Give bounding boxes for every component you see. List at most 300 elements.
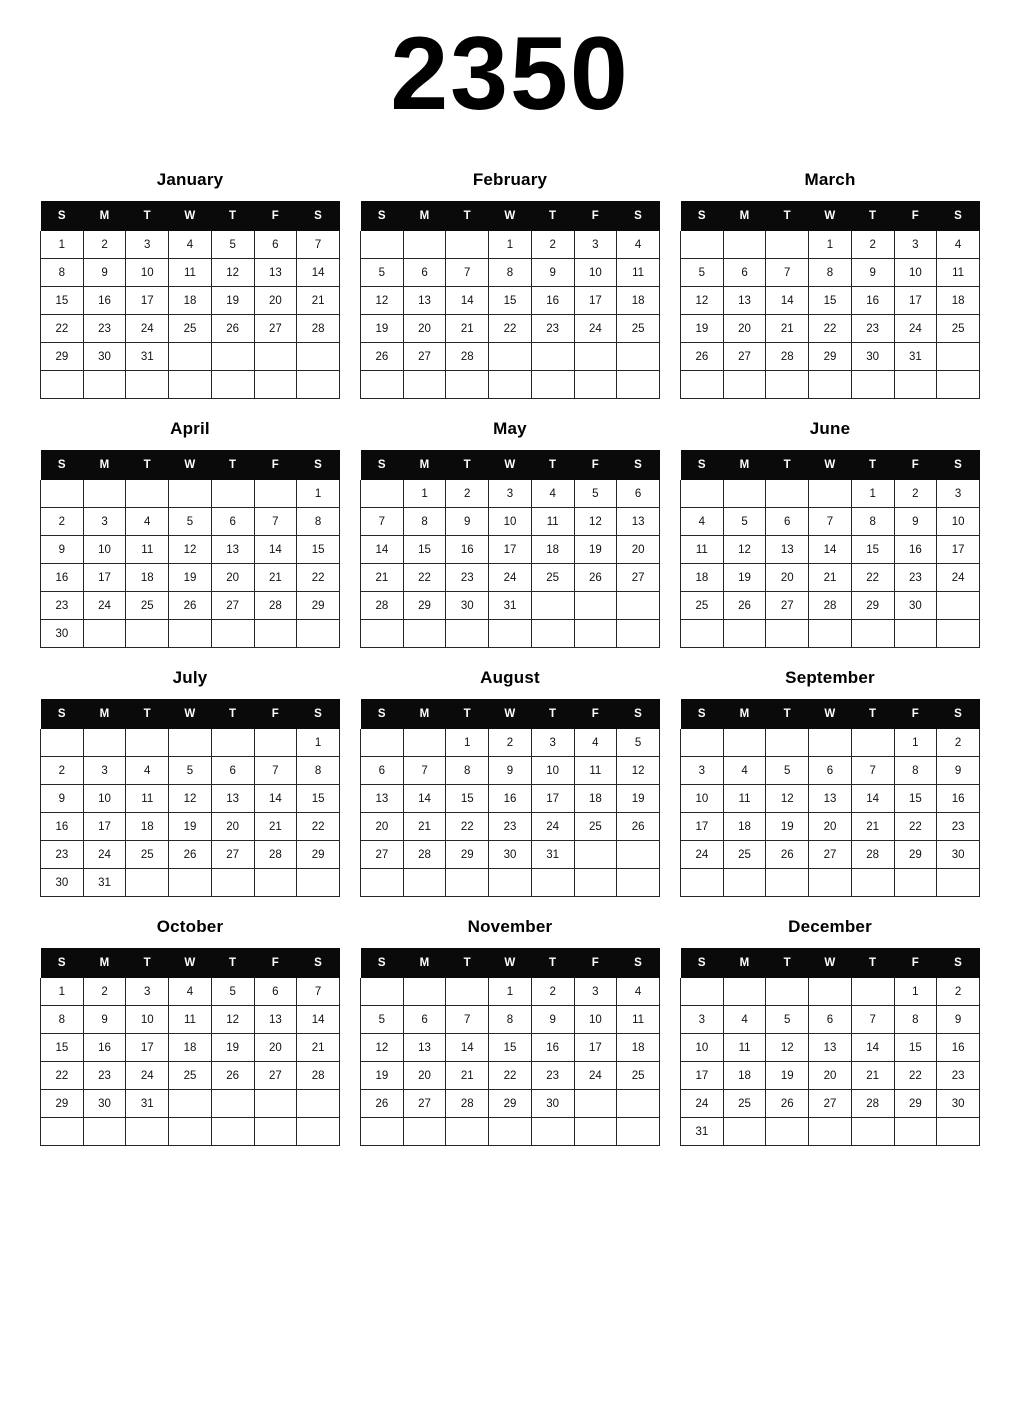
day-cell[interactable]: 1 (41, 231, 84, 259)
day-cell[interactable]: 12 (361, 1034, 404, 1062)
day-cell[interactable]: 7 (297, 978, 340, 1006)
day-cell[interactable]: 25 (531, 564, 574, 592)
day-cell[interactable]: 17 (489, 536, 532, 564)
day-cell[interactable]: 5 (617, 729, 660, 757)
day-cell[interactable]: 19 (169, 813, 212, 841)
day-cell[interactable]: 23 (83, 315, 126, 343)
day-cell[interactable]: 11 (617, 259, 660, 287)
day-cell[interactable]: 27 (254, 1062, 297, 1090)
day-cell[interactable]: 15 (894, 1034, 937, 1062)
day-cell[interactable]: 8 (446, 757, 489, 785)
day-cell[interactable]: 15 (851, 536, 894, 564)
day-cell[interactable]: 31 (894, 343, 937, 371)
day-cell[interactable]: 28 (403, 841, 446, 869)
day-cell[interactable]: 10 (531, 757, 574, 785)
day-cell[interactable]: 7 (297, 231, 340, 259)
day-cell[interactable]: 8 (894, 757, 937, 785)
day-cell[interactable]: 16 (937, 1034, 980, 1062)
day-cell[interactable]: 1 (489, 978, 532, 1006)
day-cell[interactable]: 15 (894, 785, 937, 813)
day-cell[interactable]: 25 (574, 813, 617, 841)
day-cell[interactable]: 9 (531, 259, 574, 287)
day-cell[interactable]: 18 (723, 1062, 766, 1090)
day-cell[interactable]: 21 (297, 1034, 340, 1062)
day-cell[interactable]: 26 (723, 592, 766, 620)
day-cell[interactable]: 19 (211, 1034, 254, 1062)
day-cell[interactable]: 24 (126, 1062, 169, 1090)
day-cell[interactable]: 9 (937, 1006, 980, 1034)
day-cell[interactable]: 20 (211, 564, 254, 592)
day-cell[interactable]: 27 (211, 592, 254, 620)
day-cell[interactable]: 18 (617, 1034, 660, 1062)
day-cell[interactable]: 30 (41, 620, 84, 648)
day-cell[interactable]: 12 (169, 536, 212, 564)
day-cell[interactable]: 29 (894, 841, 937, 869)
day-cell[interactable]: 3 (83, 757, 126, 785)
day-cell[interactable]: 1 (851, 480, 894, 508)
day-cell[interactable]: 23 (851, 315, 894, 343)
day-cell[interactable]: 12 (766, 785, 809, 813)
day-cell[interactable]: 20 (254, 1034, 297, 1062)
day-cell[interactable]: 18 (531, 536, 574, 564)
day-cell[interactable]: 25 (617, 315, 660, 343)
day-cell[interactable]: 30 (41, 869, 84, 897)
day-cell[interactable]: 24 (531, 813, 574, 841)
day-cell[interactable]: 10 (574, 259, 617, 287)
day-cell[interactable]: 27 (403, 343, 446, 371)
day-cell[interactable]: 31 (681, 1118, 724, 1146)
day-cell[interactable]: 29 (297, 592, 340, 620)
day-cell[interactable]: 6 (617, 480, 660, 508)
day-cell[interactable]: 18 (126, 813, 169, 841)
day-cell[interactable]: 28 (851, 1090, 894, 1118)
day-cell[interactable]: 14 (254, 536, 297, 564)
day-cell[interactable]: 1 (297, 480, 340, 508)
day-cell[interactable]: 8 (403, 508, 446, 536)
day-cell[interactable]: 23 (894, 564, 937, 592)
day-cell[interactable]: 23 (41, 841, 84, 869)
day-cell[interactable]: 26 (211, 315, 254, 343)
day-cell[interactable]: 6 (211, 757, 254, 785)
day-cell[interactable]: 22 (489, 1062, 532, 1090)
day-cell[interactable]: 20 (254, 287, 297, 315)
day-cell[interactable]: 24 (681, 841, 724, 869)
day-cell[interactable]: 9 (83, 1006, 126, 1034)
day-cell[interactable]: 6 (254, 231, 297, 259)
day-cell[interactable]: 7 (851, 1006, 894, 1034)
day-cell[interactable]: 28 (254, 841, 297, 869)
day-cell[interactable]: 11 (617, 1006, 660, 1034)
day-cell[interactable]: 23 (937, 1062, 980, 1090)
day-cell[interactable]: 30 (937, 1090, 980, 1118)
day-cell[interactable]: 21 (766, 315, 809, 343)
day-cell[interactable]: 27 (809, 1090, 852, 1118)
day-cell[interactable]: 24 (83, 592, 126, 620)
day-cell[interactable]: 4 (937, 231, 980, 259)
day-cell[interactable]: 7 (403, 757, 446, 785)
day-cell[interactable]: 3 (681, 1006, 724, 1034)
day-cell[interactable]: 11 (169, 1006, 212, 1034)
day-cell[interactable]: 22 (809, 315, 852, 343)
day-cell[interactable]: 8 (297, 508, 340, 536)
day-cell[interactable]: 24 (83, 841, 126, 869)
day-cell[interactable]: 13 (766, 536, 809, 564)
day-cell[interactable]: 14 (851, 1034, 894, 1062)
day-cell[interactable]: 11 (126, 536, 169, 564)
day-cell[interactable]: 4 (681, 508, 724, 536)
day-cell[interactable]: 27 (617, 564, 660, 592)
day-cell[interactable]: 19 (169, 564, 212, 592)
day-cell[interactable]: 7 (254, 757, 297, 785)
day-cell[interactable]: 28 (446, 1090, 489, 1118)
day-cell[interactable]: 18 (126, 564, 169, 592)
day-cell[interactable]: 31 (83, 869, 126, 897)
day-cell[interactable]: 14 (361, 536, 404, 564)
day-cell[interactable]: 9 (937, 757, 980, 785)
day-cell[interactable]: 2 (894, 480, 937, 508)
day-cell[interactable]: 29 (809, 343, 852, 371)
day-cell[interactable]: 13 (211, 536, 254, 564)
day-cell[interactable]: 16 (894, 536, 937, 564)
day-cell[interactable]: 17 (531, 785, 574, 813)
day-cell[interactable]: 24 (937, 564, 980, 592)
day-cell[interactable]: 26 (361, 1090, 404, 1118)
day-cell[interactable]: 19 (617, 785, 660, 813)
day-cell[interactable]: 10 (937, 508, 980, 536)
day-cell[interactable]: 7 (766, 259, 809, 287)
day-cell[interactable]: 25 (169, 315, 212, 343)
day-cell[interactable]: 1 (297, 729, 340, 757)
day-cell[interactable]: 30 (446, 592, 489, 620)
day-cell[interactable]: 12 (169, 785, 212, 813)
day-cell[interactable]: 11 (723, 785, 766, 813)
day-cell[interactable]: 20 (361, 813, 404, 841)
day-cell[interactable]: 17 (681, 1062, 724, 1090)
day-cell[interactable]: 28 (851, 841, 894, 869)
day-cell[interactable]: 20 (403, 1062, 446, 1090)
day-cell[interactable]: 30 (894, 592, 937, 620)
day-cell[interactable]: 9 (446, 508, 489, 536)
day-cell[interactable]: 18 (617, 287, 660, 315)
day-cell[interactable]: 9 (41, 536, 84, 564)
day-cell[interactable]: 21 (403, 813, 446, 841)
day-cell[interactable]: 7 (851, 757, 894, 785)
day-cell[interactable]: 28 (297, 1062, 340, 1090)
day-cell[interactable]: 21 (446, 315, 489, 343)
day-cell[interactable]: 20 (211, 813, 254, 841)
day-cell[interactable]: 19 (211, 287, 254, 315)
day-cell[interactable]: 4 (169, 231, 212, 259)
day-cell[interactable]: 16 (446, 536, 489, 564)
day-cell[interactable]: 31 (531, 841, 574, 869)
day-cell[interactable]: 8 (894, 1006, 937, 1034)
day-cell[interactable]: 15 (489, 1034, 532, 1062)
day-cell[interactable]: 6 (809, 757, 852, 785)
day-cell[interactable]: 23 (937, 813, 980, 841)
day-cell[interactable]: 1 (489, 231, 532, 259)
day-cell[interactable]: 19 (766, 813, 809, 841)
day-cell[interactable]: 26 (766, 1090, 809, 1118)
day-cell[interactable]: 2 (531, 231, 574, 259)
day-cell[interactable]: 3 (83, 508, 126, 536)
day-cell[interactable]: 20 (809, 813, 852, 841)
day-cell[interactable]: 1 (446, 729, 489, 757)
day-cell[interactable]: 16 (489, 785, 532, 813)
day-cell[interactable]: 4 (169, 978, 212, 1006)
day-cell[interactable]: 22 (297, 564, 340, 592)
day-cell[interactable]: 14 (403, 785, 446, 813)
day-cell[interactable]: 24 (894, 315, 937, 343)
day-cell[interactable]: 9 (83, 259, 126, 287)
day-cell[interactable]: 9 (851, 259, 894, 287)
day-cell[interactable]: 14 (851, 785, 894, 813)
day-cell[interactable]: 5 (766, 757, 809, 785)
day-cell[interactable]: 8 (41, 259, 84, 287)
day-cell[interactable]: 25 (126, 841, 169, 869)
day-cell[interactable]: 16 (41, 564, 84, 592)
day-cell[interactable]: 4 (531, 480, 574, 508)
day-cell[interactable]: 3 (937, 480, 980, 508)
day-cell[interactable]: 28 (254, 592, 297, 620)
day-cell[interactable]: 17 (574, 1034, 617, 1062)
day-cell[interactable]: 6 (809, 1006, 852, 1034)
day-cell[interactable]: 3 (126, 978, 169, 1006)
day-cell[interactable]: 13 (254, 1006, 297, 1034)
day-cell[interactable]: 16 (937, 785, 980, 813)
day-cell[interactable]: 31 (126, 343, 169, 371)
day-cell[interactable]: 23 (83, 1062, 126, 1090)
day-cell[interactable]: 7 (446, 1006, 489, 1034)
day-cell[interactable]: 7 (254, 508, 297, 536)
day-cell[interactable]: 15 (297, 536, 340, 564)
day-cell[interactable]: 8 (489, 1006, 532, 1034)
day-cell[interactable]: 26 (681, 343, 724, 371)
day-cell[interactable]: 17 (83, 564, 126, 592)
day-cell[interactable]: 12 (766, 1034, 809, 1062)
day-cell[interactable]: 21 (851, 1062, 894, 1090)
day-cell[interactable]: 13 (361, 785, 404, 813)
day-cell[interactable]: 3 (531, 729, 574, 757)
day-cell[interactable]: 29 (297, 841, 340, 869)
day-cell[interactable]: 12 (574, 508, 617, 536)
day-cell[interactable]: 30 (83, 1090, 126, 1118)
day-cell[interactable]: 9 (489, 757, 532, 785)
day-cell[interactable]: 20 (766, 564, 809, 592)
day-cell[interactable]: 9 (41, 785, 84, 813)
day-cell[interactable]: 13 (809, 785, 852, 813)
day-cell[interactable]: 21 (361, 564, 404, 592)
day-cell[interactable]: 15 (297, 785, 340, 813)
day-cell[interactable]: 13 (809, 1034, 852, 1062)
day-cell[interactable]: 11 (126, 785, 169, 813)
day-cell[interactable]: 2 (937, 978, 980, 1006)
day-cell[interactable]: 30 (489, 841, 532, 869)
day-cell[interactable]: 23 (489, 813, 532, 841)
day-cell[interactable]: 3 (574, 231, 617, 259)
day-cell[interactable]: 5 (723, 508, 766, 536)
day-cell[interactable]: 13 (254, 259, 297, 287)
day-cell[interactable]: 6 (211, 508, 254, 536)
day-cell[interactable]: 13 (403, 1034, 446, 1062)
day-cell[interactable]: 1 (894, 978, 937, 1006)
day-cell[interactable]: 16 (851, 287, 894, 315)
day-cell[interactable]: 22 (41, 315, 84, 343)
day-cell[interactable]: 4 (126, 757, 169, 785)
day-cell[interactable]: 18 (169, 1034, 212, 1062)
day-cell[interactable]: 11 (937, 259, 980, 287)
day-cell[interactable]: 28 (297, 315, 340, 343)
day-cell[interactable]: 29 (446, 841, 489, 869)
day-cell[interactable]: 5 (361, 1006, 404, 1034)
day-cell[interactable]: 12 (211, 1006, 254, 1034)
day-cell[interactable]: 19 (361, 1062, 404, 1090)
day-cell[interactable]: 30 (83, 343, 126, 371)
day-cell[interactable]: 26 (211, 1062, 254, 1090)
day-cell[interactable]: 10 (574, 1006, 617, 1034)
day-cell[interactable]: 8 (297, 757, 340, 785)
day-cell[interactable]: 12 (361, 287, 404, 315)
day-cell[interactable]: 8 (489, 259, 532, 287)
day-cell[interactable]: 26 (574, 564, 617, 592)
day-cell[interactable]: 24 (489, 564, 532, 592)
day-cell[interactable]: 4 (574, 729, 617, 757)
day-cell[interactable]: 22 (489, 315, 532, 343)
day-cell[interactable]: 3 (126, 231, 169, 259)
day-cell[interactable]: 23 (446, 564, 489, 592)
day-cell[interactable]: 9 (531, 1006, 574, 1034)
day-cell[interactable]: 16 (83, 1034, 126, 1062)
day-cell[interactable]: 2 (41, 757, 84, 785)
day-cell[interactable]: 2 (531, 978, 574, 1006)
day-cell[interactable]: 22 (894, 1062, 937, 1090)
day-cell[interactable]: 7 (446, 259, 489, 287)
day-cell[interactable]: 18 (169, 287, 212, 315)
day-cell[interactable]: 10 (681, 1034, 724, 1062)
day-cell[interactable]: 25 (723, 1090, 766, 1118)
day-cell[interactable]: 10 (894, 259, 937, 287)
day-cell[interactable]: 10 (126, 1006, 169, 1034)
day-cell[interactable]: 12 (723, 536, 766, 564)
day-cell[interactable]: 25 (723, 841, 766, 869)
day-cell[interactable]: 4 (617, 978, 660, 1006)
day-cell[interactable]: 3 (894, 231, 937, 259)
day-cell[interactable]: 16 (41, 813, 84, 841)
day-cell[interactable]: 18 (574, 785, 617, 813)
day-cell[interactable]: 21 (446, 1062, 489, 1090)
day-cell[interactable]: 11 (531, 508, 574, 536)
day-cell[interactable]: 29 (403, 592, 446, 620)
day-cell[interactable]: 7 (809, 508, 852, 536)
day-cell[interactable]: 27 (766, 592, 809, 620)
day-cell[interactable]: 22 (851, 564, 894, 592)
day-cell[interactable]: 7 (361, 508, 404, 536)
day-cell[interactable]: 1 (403, 480, 446, 508)
day-cell[interactable]: 3 (681, 757, 724, 785)
day-cell[interactable]: 1 (894, 729, 937, 757)
day-cell[interactable]: 24 (574, 315, 617, 343)
day-cell[interactable]: 28 (809, 592, 852, 620)
day-cell[interactable]: 2 (937, 729, 980, 757)
day-cell[interactable]: 11 (723, 1034, 766, 1062)
day-cell[interactable]: 27 (403, 1090, 446, 1118)
day-cell[interactable]: 18 (723, 813, 766, 841)
day-cell[interactable]: 21 (254, 564, 297, 592)
day-cell[interactable]: 14 (297, 1006, 340, 1034)
day-cell[interactable]: 2 (41, 508, 84, 536)
day-cell[interactable]: 4 (126, 508, 169, 536)
day-cell[interactable]: 11 (169, 259, 212, 287)
day-cell[interactable]: 13 (403, 287, 446, 315)
day-cell[interactable]: 2 (446, 480, 489, 508)
day-cell[interactable]: 22 (297, 813, 340, 841)
day-cell[interactable]: 25 (126, 592, 169, 620)
day-cell[interactable]: 5 (681, 259, 724, 287)
day-cell[interactable]: 24 (574, 1062, 617, 1090)
day-cell[interactable]: 25 (681, 592, 724, 620)
day-cell[interactable]: 12 (681, 287, 724, 315)
day-cell[interactable]: 5 (211, 231, 254, 259)
day-cell[interactable]: 14 (297, 259, 340, 287)
day-cell[interactable]: 4 (723, 1006, 766, 1034)
day-cell[interactable]: 21 (809, 564, 852, 592)
day-cell[interactable]: 19 (361, 315, 404, 343)
day-cell[interactable]: 15 (446, 785, 489, 813)
day-cell[interactable]: 22 (403, 564, 446, 592)
day-cell[interactable]: 16 (531, 287, 574, 315)
day-cell[interactable]: 20 (403, 315, 446, 343)
day-cell[interactable]: 23 (41, 592, 84, 620)
day-cell[interactable]: 27 (211, 841, 254, 869)
day-cell[interactable]: 22 (894, 813, 937, 841)
day-cell[interactable]: 19 (681, 315, 724, 343)
day-cell[interactable]: 5 (574, 480, 617, 508)
day-cell[interactable]: 15 (41, 287, 84, 315)
day-cell[interactable]: 1 (809, 231, 852, 259)
day-cell[interactable]: 2 (851, 231, 894, 259)
day-cell[interactable]: 15 (809, 287, 852, 315)
day-cell[interactable]: 9 (894, 508, 937, 536)
day-cell[interactable]: 17 (574, 287, 617, 315)
day-cell[interactable]: 23 (531, 1062, 574, 1090)
day-cell[interactable]: 31 (126, 1090, 169, 1118)
day-cell[interactable]: 13 (211, 785, 254, 813)
day-cell[interactable]: 11 (574, 757, 617, 785)
day-cell[interactable]: 6 (403, 259, 446, 287)
day-cell[interactable]: 20 (617, 536, 660, 564)
day-cell[interactable]: 17 (681, 813, 724, 841)
day-cell[interactable]: 22 (446, 813, 489, 841)
day-cell[interactable]: 20 (723, 315, 766, 343)
day-cell[interactable]: 2 (83, 231, 126, 259)
day-cell[interactable]: 4 (617, 231, 660, 259)
day-cell[interactable]: 12 (617, 757, 660, 785)
day-cell[interactable]: 2 (489, 729, 532, 757)
day-cell[interactable]: 12 (211, 259, 254, 287)
day-cell[interactable]: 28 (361, 592, 404, 620)
day-cell[interactable]: 8 (809, 259, 852, 287)
day-cell[interactable]: 17 (126, 1034, 169, 1062)
day-cell[interactable]: 6 (254, 978, 297, 1006)
day-cell[interactable]: 15 (403, 536, 446, 564)
day-cell[interactable]: 16 (83, 287, 126, 315)
day-cell[interactable]: 19 (766, 1062, 809, 1090)
day-cell[interactable]: 25 (937, 315, 980, 343)
day-cell[interactable]: 10 (83, 536, 126, 564)
day-cell[interactable]: 10 (83, 785, 126, 813)
day-cell[interactable]: 17 (83, 813, 126, 841)
day-cell[interactable]: 21 (254, 813, 297, 841)
day-cell[interactable]: 30 (851, 343, 894, 371)
